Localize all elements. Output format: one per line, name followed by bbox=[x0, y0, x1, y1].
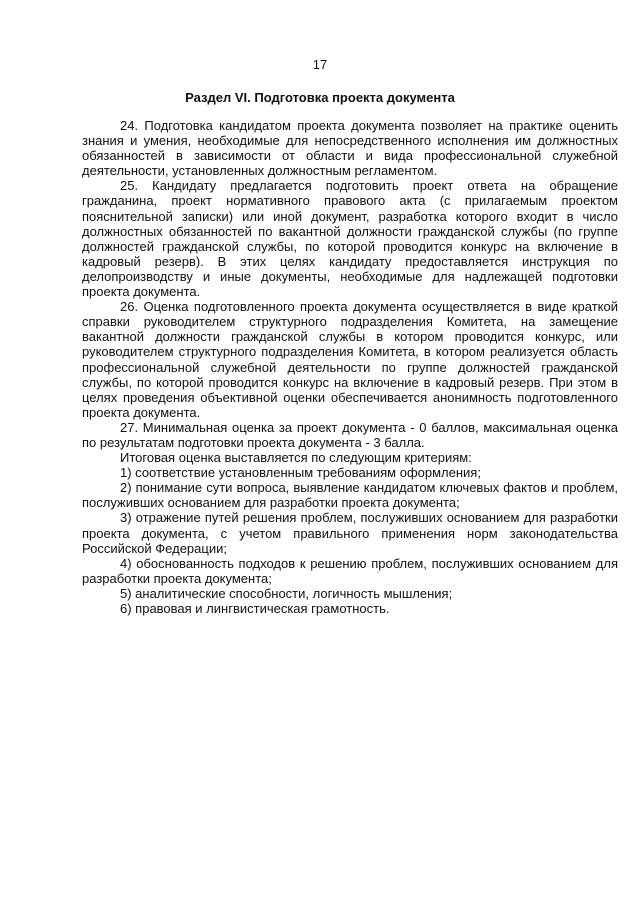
criteria-item-5: 5) аналитические способности, логичность мышления; bbox=[120, 585, 453, 601]
criteria-intro: Итоговая оценка выставляется по следующим критериям: bbox=[120, 450, 472, 466]
paragraph-27: 27. Минимальная оценка за проект документа - 0 баллов, максимальная оценка по результатам подготовки проекта документа - 3 балла. bbox=[82, 419, 618, 450]
criteria-item-6: 6) правовая и лингвистическая грамотность. bbox=[120, 601, 390, 616]
criteria-item-4: 4) обоснованность подходов к решению проблем, послуживших основанием для разработки проекта документа; bbox=[82, 555, 618, 586]
paragraph-24: 24. Подготовка кандидатом проекта документа позволяет на практике оценить знания и умения, необходимые для непосредственного исполнения им должностных обязанностей в зависимости от области и вида профессиональной служебной деятельности, установленных должностным регламентом. bbox=[82, 118, 618, 179]
paragraph-26: 26. Оценка подготовленного проекта документа осуществляется в виде краткой справки руководителем структурного подразделения Комитета, на замещение вакантной должности гражданской службы в котором проводится конкурс, или руководителем структурного подразделения Комитета, в котором реализуется область профессиональной служебной деятельности по группе должностей гражданской службы, по которой проводится конкурс на включение в кадровый резерв. При этом в целях проведения объективной оценки обеспечивается анонимность подготовленного проекта документа. bbox=[82, 299, 618, 420]
page-number: 17 bbox=[312, 57, 328, 72]
document-body bbox=[82, 118, 618, 616]
criteria-item-1: 1) соответствие установленным требованиям оформления; bbox=[120, 465, 481, 481]
criteria-item-3: 3) отражение путей решения проблем, послуживших основанием для разработки проекта документа, с учетом правильного применения норм законодательства Российской Федерации; bbox=[82, 510, 618, 556]
criteria-item-2: 2) понимание сути вопроса, выявление кандидатом ключевых фактов и проблем, послуживших основанием для разработки проекта документа; bbox=[82, 480, 618, 511]
section-title: Раздел VI. Подготовка проекта документа bbox=[185, 90, 455, 105]
scan-speck bbox=[377, 572, 379, 573]
paragraph-25: 25. Кандидату предлагается подготовить проект ответа на обращение гражданина, проект нормативного правового акта (с прилагаемым проектом пояснительной записки) или иной документ, разработка которого входит в число должностных обязанностей по вакантной должности гражданской службы (по группе должностей гражданской службы, по которой проводится конкурс на включение в кадровый резерв). В этих целях кандидату предоставляется инструкция по делопроизводству и иные документы, необходимые для надлежащей подготовки проекта документа. bbox=[82, 178, 618, 300]
